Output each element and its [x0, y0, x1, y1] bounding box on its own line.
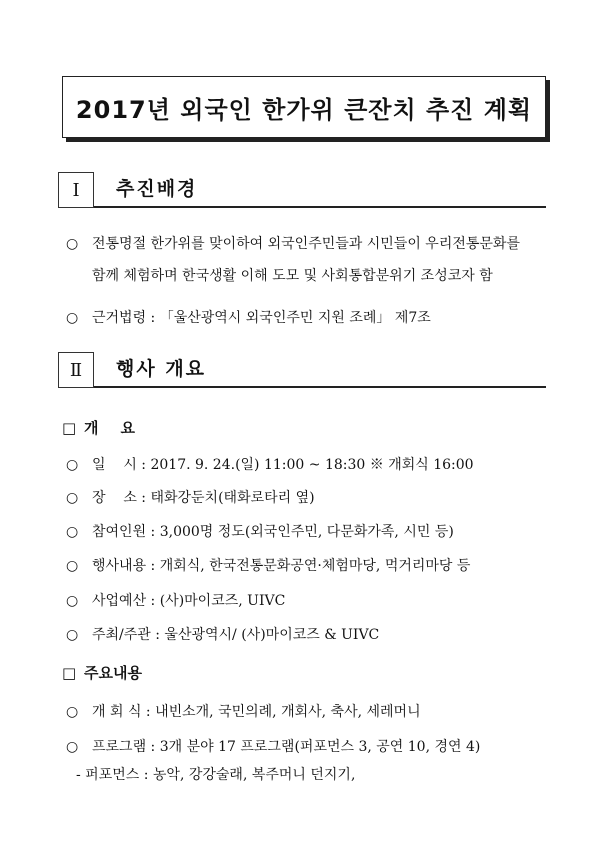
- circle-bullet-icon: ○: [66, 739, 79, 755]
- circle-bullet-icon: ○: [66, 593, 79, 609]
- overview-item: [66, 521, 454, 541]
- overview-item: [66, 487, 315, 507]
- overview-item: [66, 454, 474, 474]
- main-content-item-text: 개 회 식 : 내빈소개, 국민의례, 개회사, 축사, 세레머니: [92, 704, 421, 720]
- background-bullet-1: [66, 233, 520, 253]
- overview-item-text: 참여인원 : 3,000명 정도(외국인주민, 다문화가족, 시민 등): [92, 524, 454, 540]
- section-2-header: [58, 352, 546, 388]
- section-2-number: Ⅱ: [58, 352, 94, 388]
- overview-heading: [62, 417, 135, 438]
- circle-bullet-icon: ○: [66, 627, 79, 643]
- circle-bullet-icon: ○: [66, 310, 79, 326]
- overview-item-text: 주최/주관 : 울산광역시/ (사)마이코즈 & UIVC: [92, 627, 380, 643]
- section-1-title: 추진배경: [116, 178, 198, 200]
- section-1-number: Ⅰ: [58, 172, 94, 208]
- circle-bullet-icon: ○: [66, 457, 79, 473]
- overview-item: [66, 590, 285, 610]
- section-2-title: 행사 개요: [116, 358, 207, 380]
- overview-item-text: 일 시 : 2017. 9. 24.(일) 11:00 ~ 18:30 ※ 개회식 16:00: [92, 457, 474, 473]
- overview-item: [66, 624, 379, 644]
- background-bullet-2: [66, 307, 431, 327]
- legal-basis-text: 근거법령 : 「울산광역시 외국인주민 지원 조례」 제7조: [92, 310, 431, 326]
- section-1-header: [58, 172, 546, 208]
- background-text-line-1: 전통명절 한가위를 맞이하여 외국인주민들과 시민들이 우리전통문화를: [92, 236, 520, 252]
- circle-bullet-icon: ○: [66, 490, 79, 506]
- background-text-line-2: 함께 체험하며 한국생활 이해 도모 및 사회통합분위기 조성코자 함: [92, 268, 493, 284]
- main-content-heading-text: 주요내용: [84, 664, 142, 682]
- square-bullet-icon: □: [62, 664, 77, 682]
- section-1-underline: [94, 206, 546, 208]
- document-title: 2017년 외국인 한가위 큰잔치 추진 계획: [62, 76, 546, 138]
- main-content-item-text: 프로그램 : 3개 분야 17 프로그램(퍼포먼스 3, 공연 10, 경연 4): [92, 739, 481, 755]
- overview-heading-b: 요: [120, 419, 135, 437]
- main-content-item: [66, 736, 480, 756]
- circle-bullet-icon: ○: [66, 704, 79, 720]
- main-content-sub-item: - 퍼포먼스 : 농악, 강강술래, 복주머니 던지기,: [76, 767, 356, 783]
- main-content-heading: [62, 662, 142, 683]
- circle-bullet-icon: ○: [66, 524, 79, 540]
- main-content-item: [66, 701, 421, 721]
- overview-heading-a: 개: [84, 419, 121, 437]
- overview-item-text: 사업예산 : (사)마이코즈, UIVC: [92, 593, 286, 609]
- circle-bullet-icon: ○: [66, 236, 79, 252]
- overview-item-text: 장 소 : 태화강둔치(태화로타리 옆): [92, 490, 315, 506]
- overview-item-text: 행사내용 : 개회식, 한국전통문화공연·체험마당, 먹거리마당 등: [92, 558, 471, 574]
- circle-bullet-icon: ○: [66, 558, 79, 574]
- square-bullet-icon: □: [62, 419, 77, 437]
- overview-item: [66, 555, 470, 575]
- section-2-underline: [94, 386, 546, 388]
